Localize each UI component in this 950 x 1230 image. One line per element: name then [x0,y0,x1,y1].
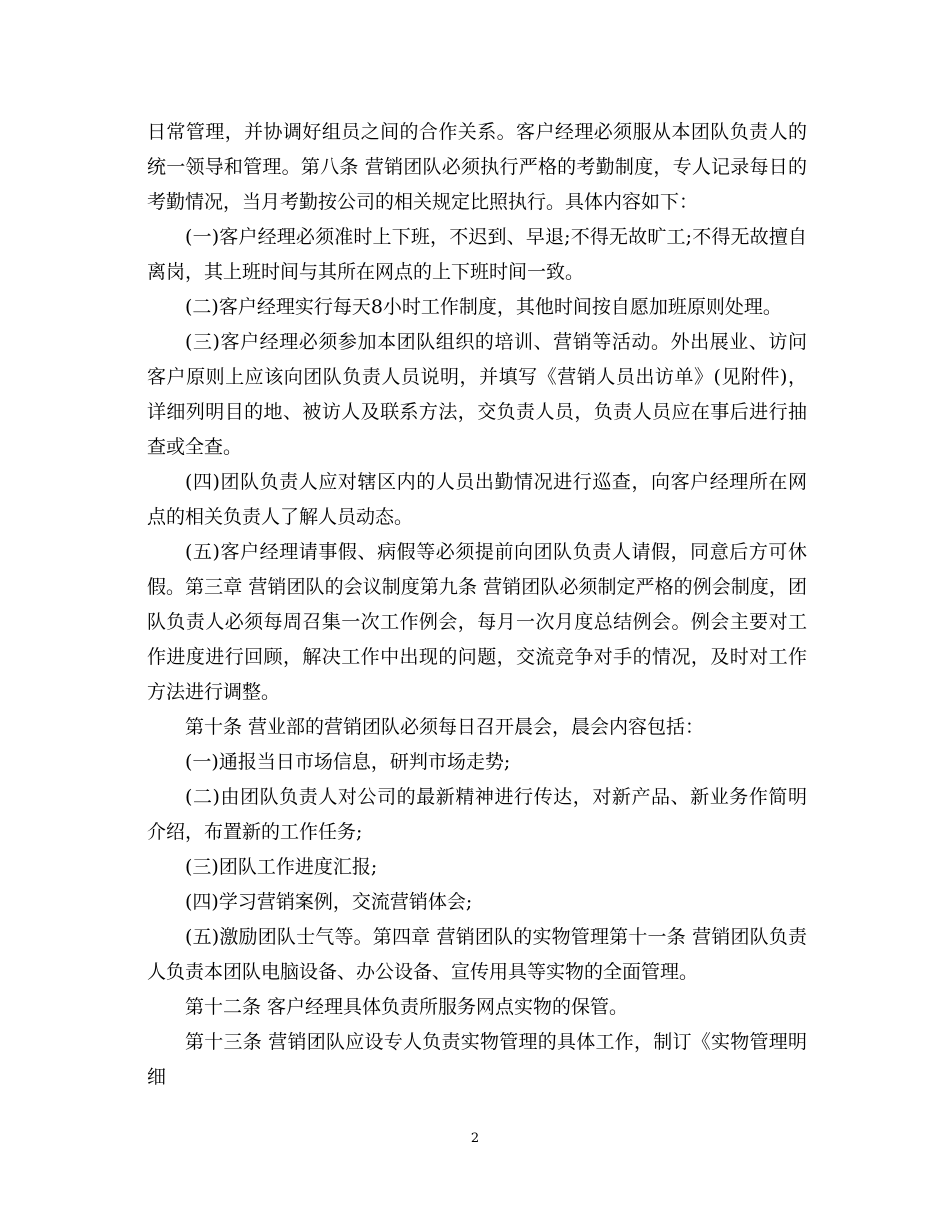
paragraph: (四)团队负责人应对辖区内的人员出勤情况进行巡查，向客户经理所在网点的相关负责人了解人员动态。 [147,471,807,528]
paragraph: (一)客户经理必须准时上下班，不迟到、早退;不得无故旷工;不得无故擅自离岗，其上班时间与其所在网点的上下班时间一致。 [147,226,807,283]
paragraph: (四)学习营销案例，交流营销体会; [185,891,473,913]
paragraph: (三)客户经理必须参加本团队组织的培训、营销等活动。外出展业、访问客户原则上应该向团队负责人员说明，并填写《营销人员出访单》(见附件)，详细列明目的地、被访人及联系方法，交负责人员，负责人员应在事后进行抽查或全查。 [147,331,807,458]
paragraph: (二)客户经理实行每天8小时工作制度，其他时间按自愿加班原则处理。 [185,296,782,318]
paragraph: (五)客户经理请事假、病假等必须提前向团队负责人请假，同意后方可休假。第三章 营销团队的会议制度第九条 营销团队必须制定严格的例会制度，团队负责人必须每周召集一次工作例会，每月一次月度总结例会。例会主要对工作进度进行回顾，解决工作中出现的问题，交流竞争对手的情况，及时对工作方法进行调整。 [147,541,807,703]
paragraph: 第十条 营业部的营销团队必须每日召开晨会，晨会内容包括： [185,716,705,738]
paragraph: 第十三条 营销团队应设专人负责实物管理的具体工作，制订《实物管理明细 [147,1031,807,1088]
paragraph: (二)由团队负责人对公司的最新精神进行传达，对新产品、新业务作简明介绍，布置新的工作任务; [147,786,807,843]
document-body [147,115,807,1095]
paragraph: (五)激励团队士气等。第四章 营销团队的实物管理第十一条 营销团队负责人负责本团队电脑设备、办公设备、宣传用具等实物的全面管理。 [147,926,807,983]
page-number: 2 [470,1131,480,1146]
paragraph: (一)通报当日市场信息，研判市场走势; [185,751,511,773]
paragraph: (三)团队工作进度汇报; [185,856,378,878]
paragraph: 日常管理，并协调好组员之间的合作关系。客户经理必须服从本团队负责人的统一领导和管理。第八条 营销团队必须执行严格的考勤制度，专人记录每日的考勤情况，当月考勤按公司的相关规定比照执行。具体内容如下： [147,121,807,213]
paragraph: 第十二条 客户经理具体负责所服务网点实物的保管。 [185,996,629,1018]
